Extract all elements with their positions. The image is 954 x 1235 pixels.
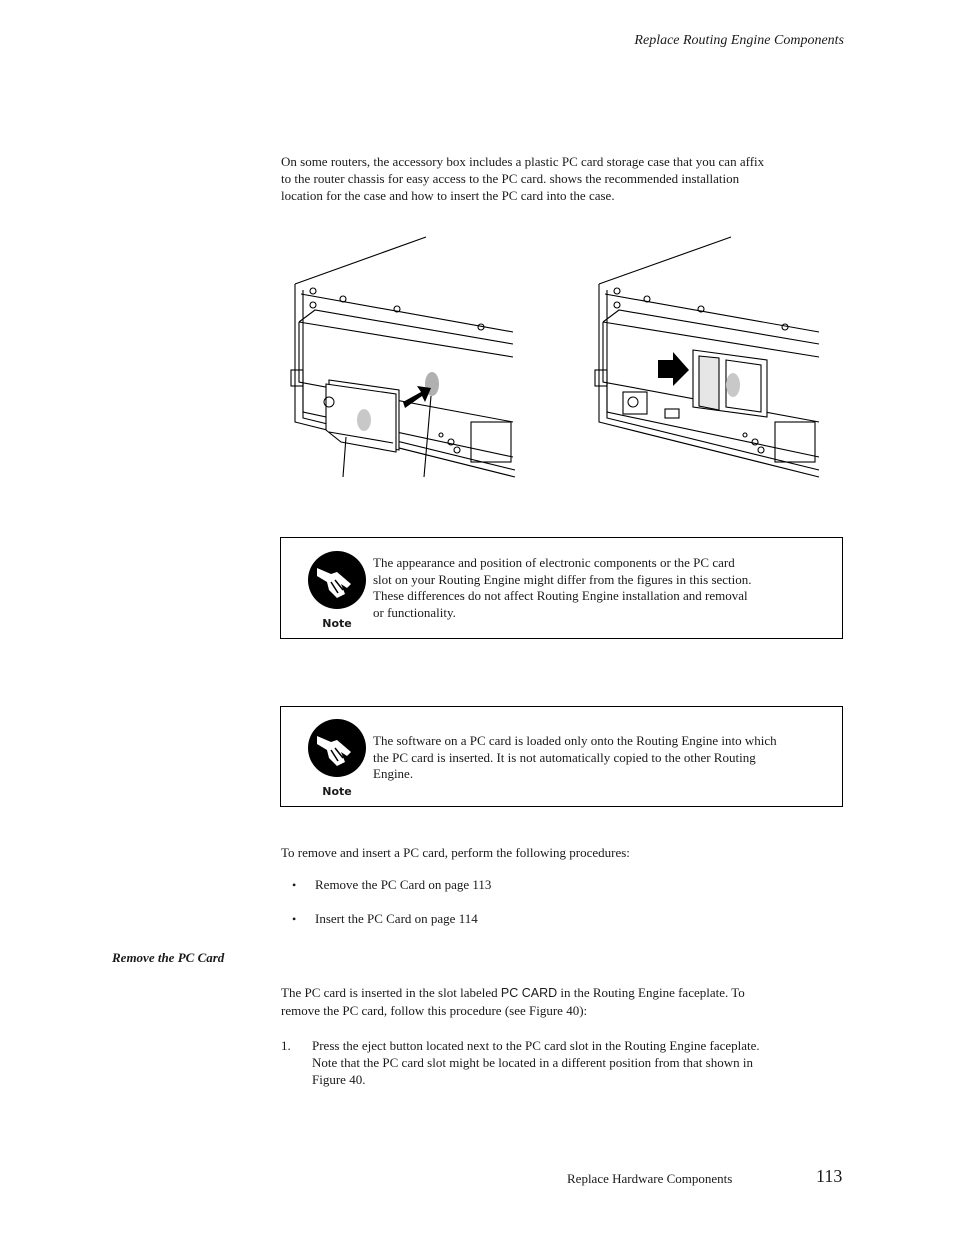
note-line: The software on a PC card is loaded only onto the Routing Engine into which [373, 733, 777, 748]
note-box-1 [280, 537, 843, 639]
note-line: slot on your Routing Engine might differ from the figures in this section. [373, 571, 752, 587]
intro-line-3: location for the case and how to insert the PC card into the case. [281, 188, 615, 203]
text-run: The PC card is inserted in the slot labeled [281, 985, 501, 1000]
note-icon-wrapper [307, 718, 367, 798]
section-paragraph [281, 984, 847, 1019]
running-header: Replace Routing Engine Components [634, 33, 844, 48]
pc-card-case-figure [281, 232, 841, 484]
text-run: in the Routing Engine faceplate. To [557, 985, 745, 1000]
note-text [373, 555, 836, 621]
insert-arrow-left [403, 386, 431, 408]
step-text [312, 1037, 841, 1088]
section-line-2: remove the PC card, follow this procedure (see Figure 40): [281, 1003, 588, 1018]
intro-line-2: to the router chassis for easy access to the PC card. shows the recommended installation [281, 171, 740, 186]
note-line: These differences do not affect Routing Engine installation and removal [373, 588, 748, 603]
list-item [292, 877, 491, 893]
page-number: 113 [816, 1166, 843, 1186]
note-text [373, 733, 836, 783]
pc-card-label: PC CARD [500, 986, 558, 1000]
intro-line-1: On some routers, the accessory box includes a plastic PC card storage case that you can affix [281, 154, 765, 169]
note-line: the PC card is inserted. It is not automatically copied to the other Routing [373, 749, 756, 765]
right-chassis-drawing [595, 237, 819, 477]
note-label: Note [322, 785, 352, 798]
step-line: Figure 40. [312, 1072, 366, 1087]
step-line: Note that the PC card slot might be located in a different position from that shown in [312, 1055, 753, 1070]
note-box-2 [280, 706, 843, 807]
footer-chapter: Replace Hardware Components [567, 1171, 733, 1186]
left-chassis-drawing [291, 237, 515, 477]
pointing-hand-icon [307, 718, 367, 778]
procedures-intro: To remove and insert a PC card, perform the following procedures: [281, 845, 630, 860]
pointing-hand-icon [307, 550, 367, 610]
list-item [292, 911, 478, 927]
step-1 [281, 1037, 841, 1088]
bullet-icon: • [292, 878, 297, 892]
step-number: 1. [281, 1038, 291, 1053]
insert-arrow-right [658, 352, 689, 386]
bullet-icon: • [292, 912, 297, 926]
note-line: or functionality. [373, 604, 456, 620]
section-heading: Remove the PC Card [112, 950, 225, 965]
link-insert-pc-card[interactable]: Insert the PC Card on page 114 [315, 911, 478, 926]
section-line-1 [281, 984, 847, 1002]
intro-paragraph [281, 153, 847, 204]
link-remove-pc-card[interactable]: Remove the PC Card on page 113 [315, 877, 492, 892]
note-icon-wrapper [307, 550, 367, 630]
note-line: Engine. [373, 766, 414, 781]
step-line: Press the eject button located next to the PC card slot in the Routing Engine faceplate. [312, 1038, 760, 1053]
note-label: Note [322, 617, 352, 630]
note-line: The appearance and position of electronic components or the PC card [373, 555, 735, 570]
